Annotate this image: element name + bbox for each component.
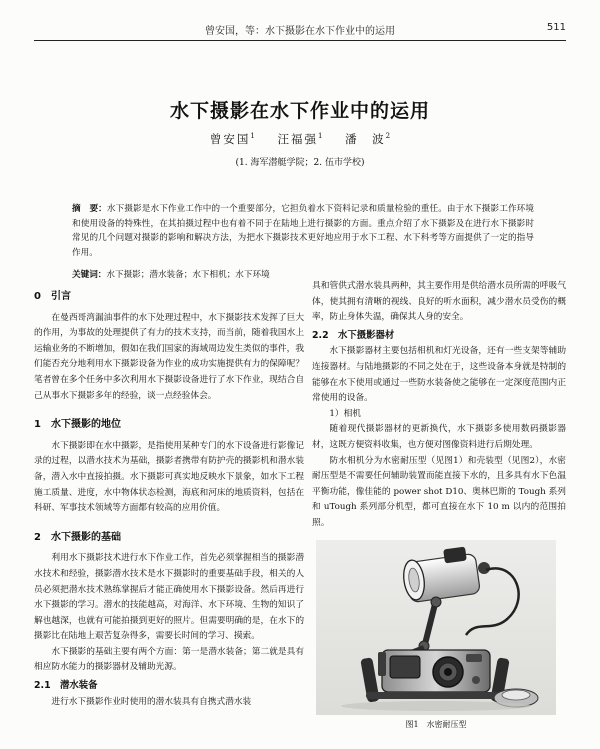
author-name: 潘 波 [345, 132, 386, 146]
author-name: 汪福强 [277, 132, 319, 146]
paper-title: 水下摄影在水下作业中的运用 [169, 100, 430, 122]
body-paragraph: 具和管供式潜水装具两种，其主要作用是供给潜水员所需的呼吸气体，使其拥有清晰的视线、良好的听水面积，减少潜水员受伤的概率，防止身体失温，确保其人身的安全。 [312, 281, 566, 323]
author-affil-mark: 1 [250, 132, 255, 141]
body-paragraph: 利用水下摄影技术进行水下作业工作，首先必须掌握相当的摄影潜水技术和经验，摄影潜水技术是水下摄影时的重要基础手段，相关的人员必须把潜水技术熟练掌握后才能正确使用水下摄影设备。然后再进行水下摄影的学习。潜水的技能越高，对海洋、水下环境、生物的知识了解也越深，也就有可能拍摄到更好的照片。但需要明确的是，在水下的摄影比在陆地上艰苦复杂得多，需要长时间的学习、摸索。 [34, 553, 304, 642]
figure-shadow [341, 701, 531, 711]
author-line [0, 131, 600, 147]
running-title: 曾安国，等：水下摄影在水下作业中的运用 [205, 26, 395, 37]
author-affil-mark: 2 [385, 132, 391, 141]
section-heading: 1 水下摄影的地位 [34, 419, 121, 431]
body-paragraph: 水下摄影即在水中摄影，是指使用某种专门的水下设备进行影像记录的过程，以潜水技术为基础，摄影者携带有防护壳的摄影机和潜水装备，潜入水中直接拍摄。水下摄影可真实地反映水下景象，如水下工程施工质量、进度，水中物体状态检测，海底和河床的地质资料，包括在科研、军事技术领域等方面都有较高的应用价值。 [34, 440, 304, 514]
page-number: 511 [546, 22, 566, 33]
figure-1-camera-photo [316, 540, 556, 715]
body-paragraph: 进行水下摄影作业时使用的潜水装具有自携式潜水装 [51, 696, 252, 707]
left-column [34, 276, 304, 710]
camera-housing [378, 650, 490, 692]
subsection-heading: 2.2 水下摄影器材 [312, 329, 395, 341]
abstract-text: 水下摄影是水下作业工作中的一个重要部分，它担负着水下资料记录和质量检验的重任。由于水下摄影工作环境和使用设备的特殊性，在其拍摄过程中也有着不同于在陆地上进行摄影的方面。重点介绍了水下摄影及在进行水下摄影时常见的几个问题对摄影的影响和解决方法，为把水下摄影技术更好地应用于水下工程、水下科考等方面提供了一定的指导作用。 [72, 204, 534, 258]
keywords-label: 关键词： [72, 270, 107, 280]
author-affil-mark: 1 [318, 132, 323, 141]
author-name: 曾安国 [209, 132, 251, 146]
right-column [312, 279, 566, 532]
abstract-label: 摘 要： [72, 204, 107, 214]
body-paragraph: 防水相机分为水密耐压型（见图1）和壳装型（见图2），水密耐压型是不需要任何辅助装置而能直接下水的，且多具有水下色温平衡功能，像佳能的 power shot D10、奥林巴斯的 Tough 系列和 uTough 系列部分机型，都可直接在水下 10 m 以内的范围拍照。 [312, 455, 566, 528]
subsection-heading: 2.1 潜水装备 [34, 680, 98, 692]
running-header [34, 22, 566, 38]
body-paragraph: 水下摄影的基础主要有两个方面：第一是潜水装备；第二就是具有相应防水能力的摄影器材及辅助光源。 [34, 646, 304, 673]
abstract [72, 202, 534, 260]
header-rule [34, 40, 566, 41]
keywords-text: 水下摄影；潜水装备；水下相机；水下环境 [106, 270, 270, 280]
section-heading: 0 引言 [34, 291, 71, 302]
body-paragraph: 随着现代摄影器材的更新换代，水下摄影多使用数码摄影器材，这既方便资料收集，也方便对图像资料进行后期处理。 [312, 424, 566, 450]
body-paragraph: 在曼西哥湾漏油事件的水下处理过程中，水下摄影技术发挥了巨大的作用，为事故的处理提供了有力的技术支持，而当前，随着我国水上运输业务的不断增加，假如在我们国家的海域周边发生类似的事件，我们能否充分地利用水下摄影设备为作业的成功实施提供有力的保障呢？笔者曾在多个任务中多次利用水下摄影设备进行了水下作业，现结合自己从事水下摄影多年的经验，谈一点经验体会。 [34, 312, 304, 401]
body-paragraph: 水下摄影器材主要包括相机和灯光设备，还有一些支架等辅助连接器材。与陆地摄影的不同之处在于，这些设备本身就是特制的能够在水下使用或通过一些防水装备使之能够在一定深度范围内正常使用的设备。 [312, 346, 566, 404]
figure-caption: 图1 水密耐压型 [405, 720, 467, 729]
section-heading: 2 水下摄影的基础 [34, 531, 121, 543]
affiliation: (1. 海军潜艇学院；2. 伍市学校) [235, 158, 365, 168]
item-heading: 1）相机 [329, 408, 361, 419]
